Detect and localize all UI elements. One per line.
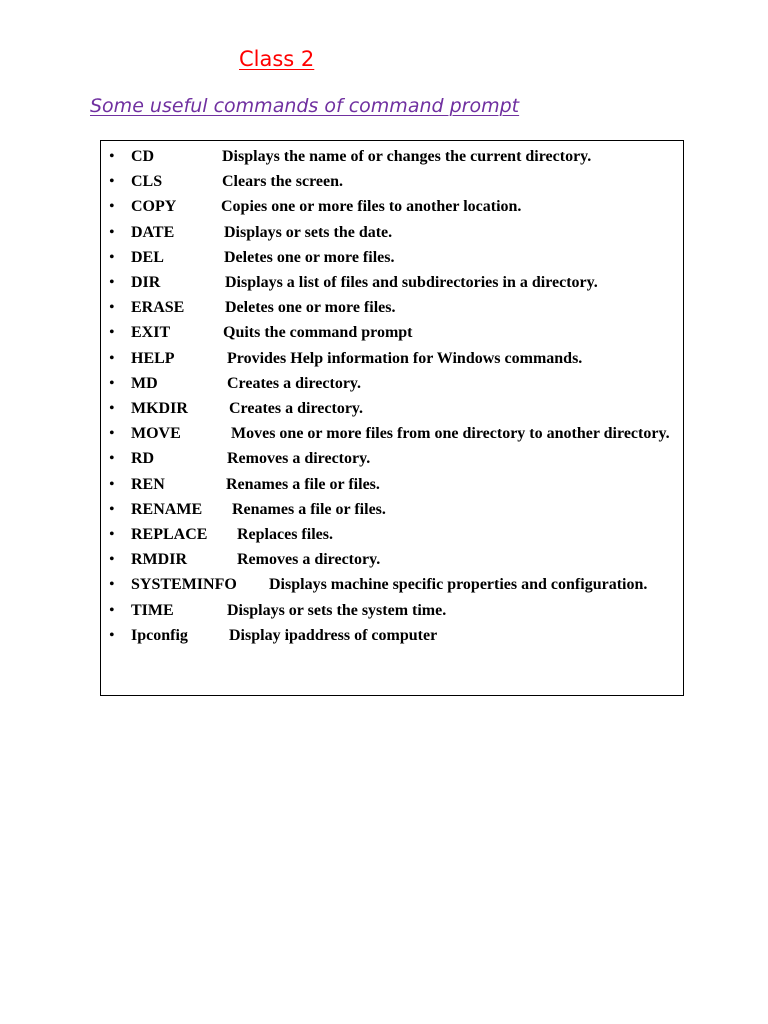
list-item-rd bbox=[101, 446, 671, 471]
command-name: RENAME bbox=[131, 500, 203, 518]
command-name: REN bbox=[131, 475, 165, 493]
bullet-icon: • bbox=[109, 274, 115, 292]
command-description: Renames a file or files. bbox=[232, 500, 386, 518]
command-description: Deletes one or more files. bbox=[225, 299, 396, 317]
command-name: Ipconfig bbox=[131, 626, 188, 644]
command-description: Displays the name of or changes the current directory. bbox=[222, 148, 592, 165]
command-name: ERASE bbox=[131, 299, 185, 317]
command-name: REPLACE bbox=[131, 526, 208, 544]
command-name: SYSTEMINFO bbox=[131, 576, 237, 594]
bullet-icon: • bbox=[109, 374, 115, 392]
command-description: Copies one or more files to another location. bbox=[221, 198, 522, 216]
command-name: DATE bbox=[131, 223, 175, 241]
list-item-rmdir bbox=[101, 547, 671, 572]
list-item-ren bbox=[101, 472, 671, 497]
list-item-systeminfo bbox=[101, 572, 671, 597]
bullet-icon: • bbox=[109, 425, 115, 443]
bullet-icon: • bbox=[109, 299, 115, 317]
bullet-icon: • bbox=[109, 450, 115, 468]
command-description: Displays machine specific properties and configuration. bbox=[269, 576, 648, 594]
command-description: Removes a directory. bbox=[227, 450, 371, 468]
command-description: Provides Help information for Windows commands. bbox=[227, 349, 583, 367]
list-item-rename bbox=[101, 497, 671, 522]
bullet-icon: • bbox=[109, 223, 115, 241]
command-name: RD bbox=[131, 450, 155, 468]
command-name: MKDIR bbox=[131, 400, 188, 418]
command-name: EXIT bbox=[131, 324, 171, 342]
command-name: HELP bbox=[131, 349, 175, 367]
list-item-help bbox=[101, 346, 671, 371]
command-name: RMDIR bbox=[131, 551, 187, 569]
command-description: Creates a directory. bbox=[229, 400, 364, 418]
commands-box bbox=[100, 140, 684, 696]
bullet-icon: • bbox=[109, 148, 115, 165]
command-description: Replaces files. bbox=[237, 526, 333, 544]
class-title: Class 2 bbox=[239, 47, 315, 71]
command-description: Deletes one or more files. bbox=[224, 248, 395, 266]
list-item-time bbox=[101, 598, 671, 623]
bullet-icon: • bbox=[109, 349, 115, 367]
list-item-cd bbox=[101, 144, 671, 169]
bullet-icon: • bbox=[109, 198, 115, 216]
list-item-mkdir bbox=[101, 396, 671, 421]
list-item-erase bbox=[101, 295, 671, 320]
command-description: Displays or sets the date. bbox=[224, 223, 393, 241]
bullet-icon: • bbox=[109, 551, 115, 569]
command-name: DEL bbox=[131, 248, 164, 266]
command-name: TIME bbox=[131, 601, 174, 619]
list-item-md bbox=[101, 371, 671, 396]
bullet-icon: • bbox=[109, 173, 115, 191]
list-item-date bbox=[101, 220, 671, 245]
list-item-exit bbox=[101, 320, 671, 345]
command-description: Clears the screen. bbox=[222, 173, 343, 191]
command-name: DIR bbox=[131, 274, 161, 292]
command-description: Renames a file or files. bbox=[226, 475, 380, 493]
command-description: Removes a directory. bbox=[237, 551, 381, 569]
bullet-icon: • bbox=[109, 576, 115, 594]
command-description: Display ipaddress of computer bbox=[229, 626, 438, 644]
bullet-icon: • bbox=[109, 601, 115, 619]
list-item-move bbox=[101, 421, 671, 446]
bullet-icon: • bbox=[109, 400, 115, 418]
command-name: CD bbox=[131, 148, 155, 165]
command-name: MD bbox=[131, 374, 158, 392]
list-item-cls bbox=[101, 169, 671, 194]
command-description: Displays or sets the system time. bbox=[227, 601, 447, 619]
page-subtitle: Some useful commands of command prompt bbox=[90, 95, 520, 117]
commands-list bbox=[101, 144, 671, 648]
command-name: COPY bbox=[131, 198, 177, 216]
bullet-icon: • bbox=[109, 324, 115, 342]
command-name: CLS bbox=[131, 173, 163, 191]
command-description: Creates a directory. bbox=[227, 374, 362, 392]
command-name: MOVE bbox=[131, 425, 181, 443]
list-item-replace bbox=[101, 522, 671, 547]
command-description: Quits the command prompt bbox=[223, 324, 413, 342]
bullet-icon: • bbox=[109, 248, 115, 266]
list-item-del bbox=[101, 245, 671, 270]
command-description: Displays a list of files and subdirectories in a directory. bbox=[225, 274, 598, 292]
command-description: Moves one or more files from one directory to another directory. bbox=[231, 425, 670, 443]
bullet-icon: • bbox=[109, 475, 115, 493]
list-item-ipconfig bbox=[101, 623, 671, 648]
list-item-dir bbox=[101, 270, 671, 295]
list-item-copy bbox=[101, 194, 671, 219]
bullet-icon: • bbox=[109, 500, 115, 518]
bullet-icon: • bbox=[109, 526, 115, 544]
bullet-icon: • bbox=[109, 626, 115, 644]
